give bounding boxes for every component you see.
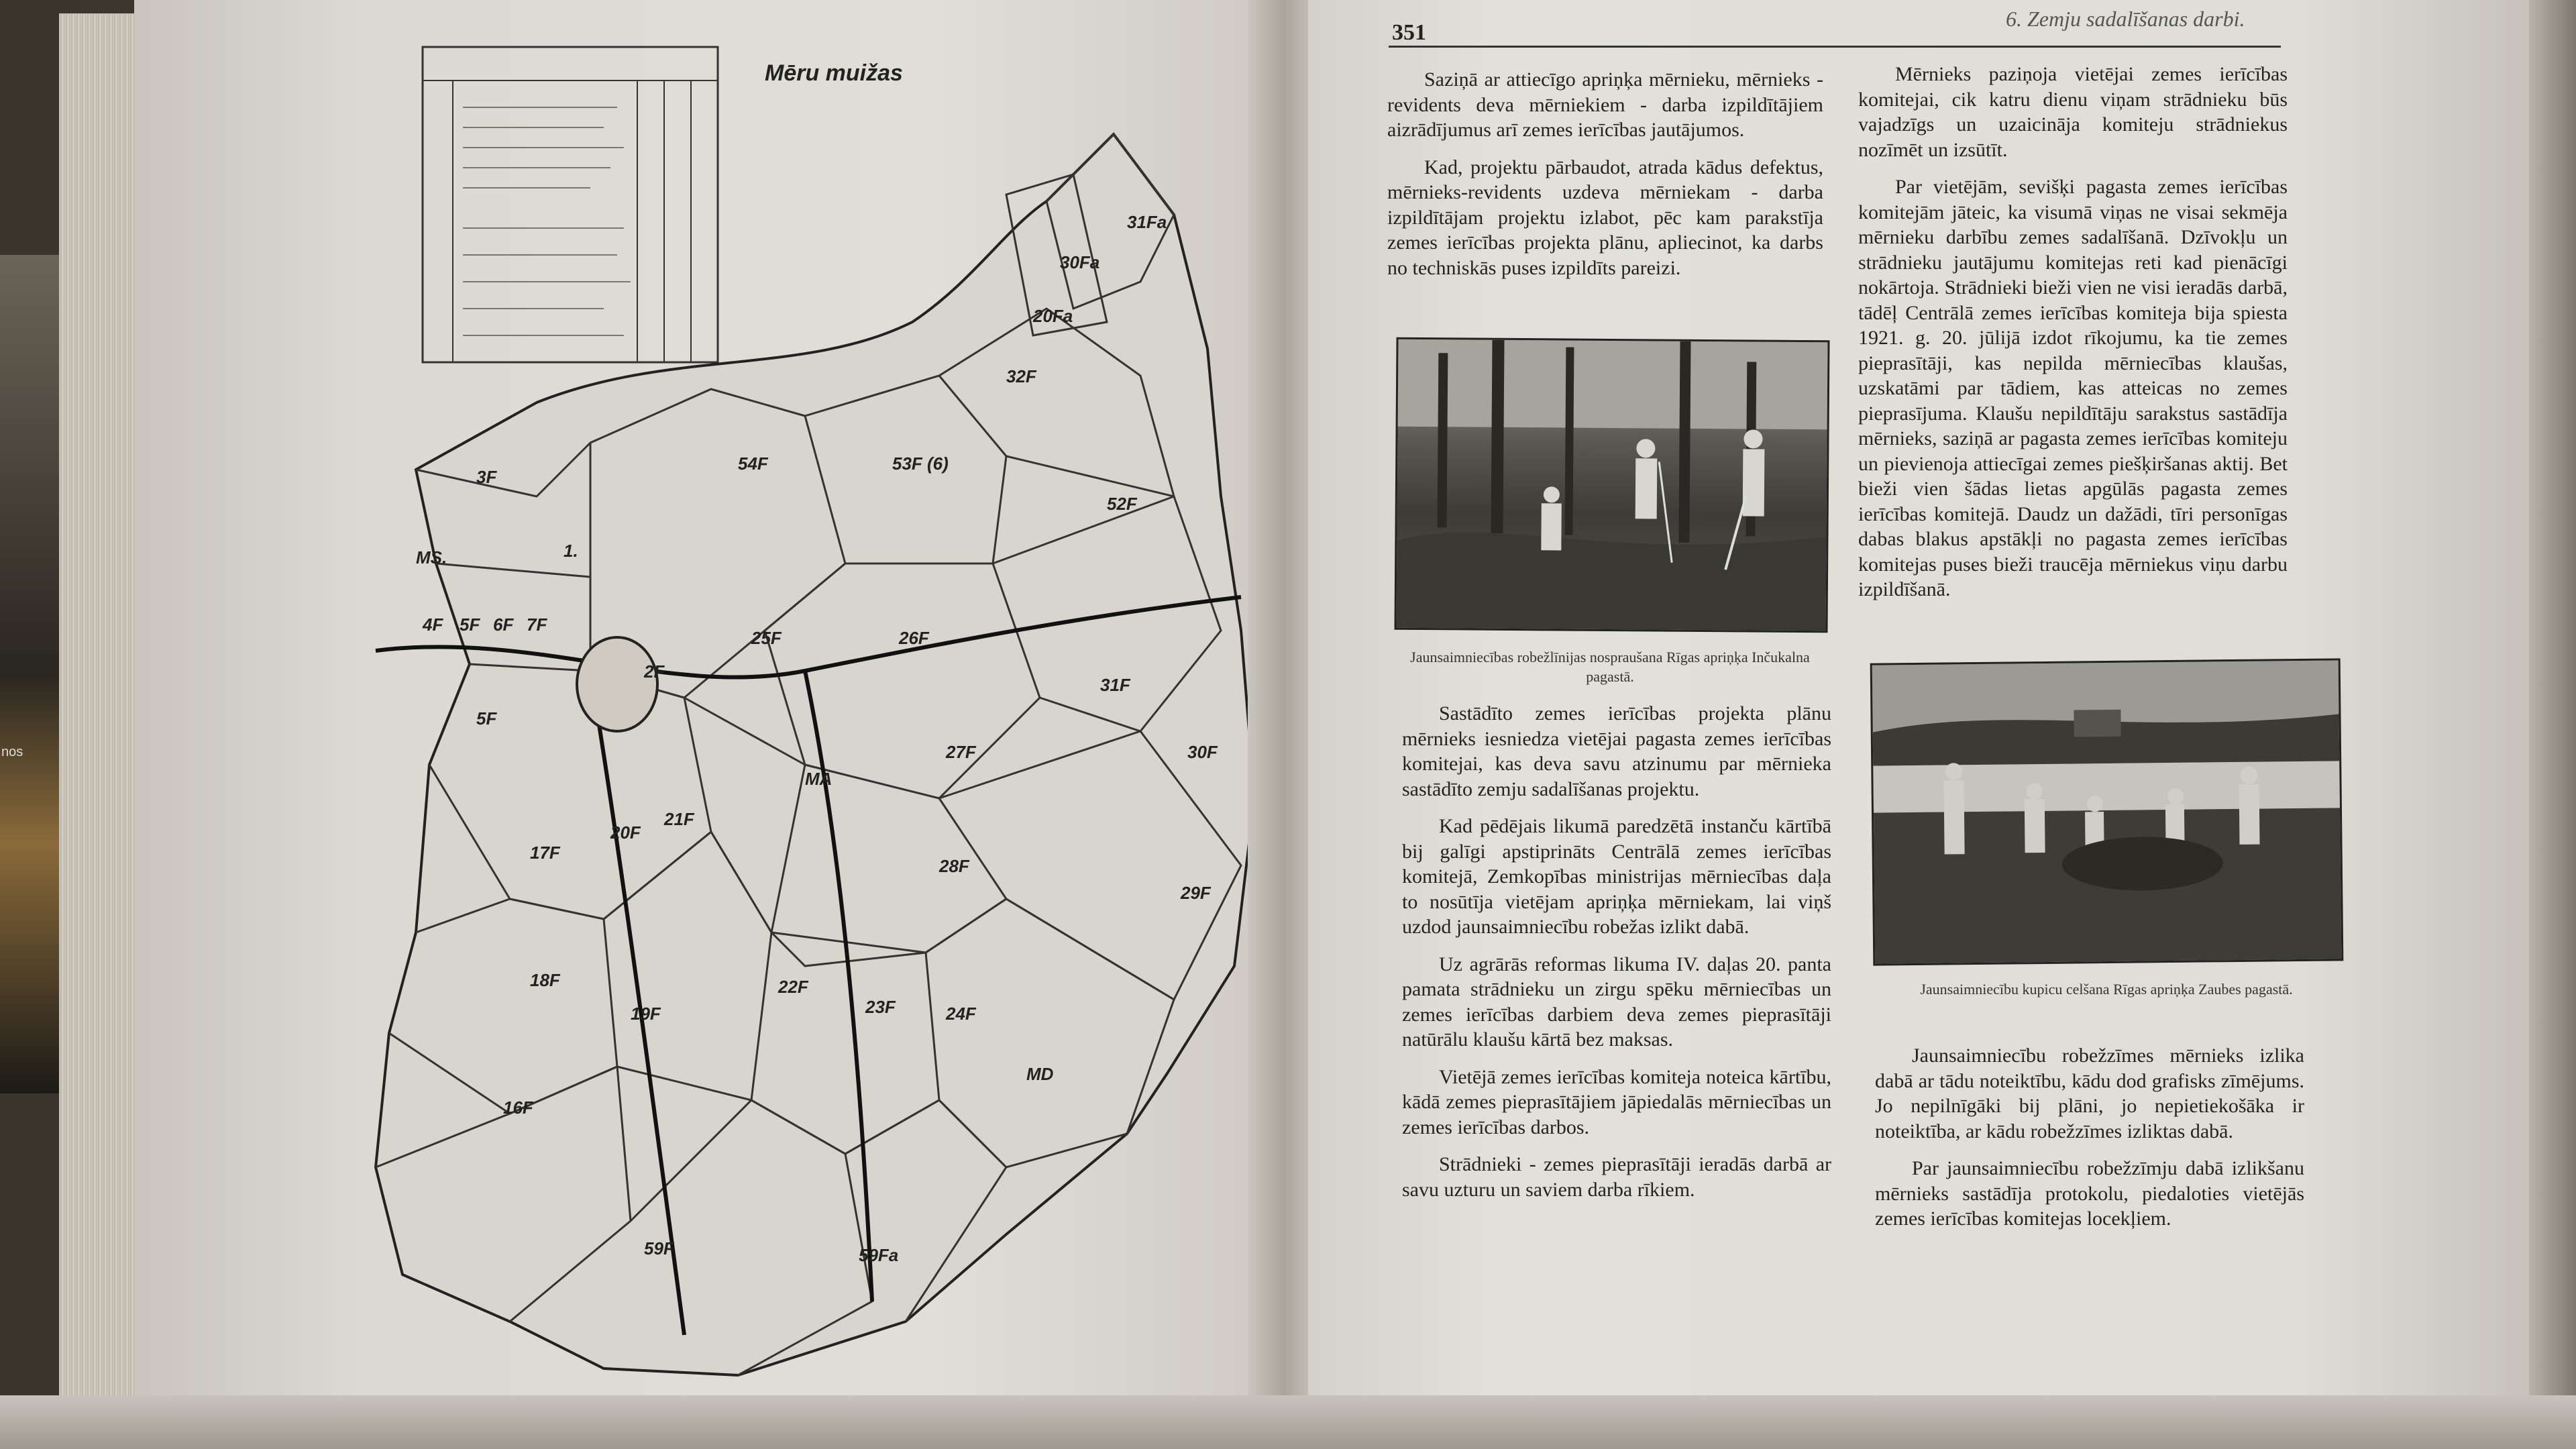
plot-label: 30F xyxy=(1187,742,1218,762)
plot-label: 4F xyxy=(423,614,443,635)
plot-label: 18F xyxy=(530,970,560,990)
plot-label: 59F xyxy=(644,1238,674,1258)
plot-label: 1. xyxy=(564,541,578,561)
paragraph: Uz agrārās reformas likuma IV. daļas 20. panta pamata strādnieku un zirgu spēku mērniecības un zemes ierīcības darbiem deva zemes pieprasītāji natūrālu klaušu kārtā bez maksas. xyxy=(1402,953,1831,1051)
plot-label: 7F xyxy=(527,614,547,635)
book-edge xyxy=(2529,0,2576,1449)
plot-label: 21F xyxy=(664,809,694,829)
photo-caption: Jaunsaimniecības robežlīnijas nospraušana Rīgas apriņķa Inčukalna pagastā. xyxy=(1410,649,1810,685)
table-surface xyxy=(0,1395,2576,1449)
map-svg xyxy=(335,27,1275,1395)
plot-label: MA xyxy=(805,769,833,789)
plot-label: 26F xyxy=(899,628,929,648)
plot-label: 59Fa xyxy=(859,1245,899,1265)
plot-label: 28F xyxy=(939,856,969,876)
plot-label: 19F xyxy=(631,1004,661,1024)
plot-label: 23F xyxy=(865,997,896,1017)
plot-label: 53F (6) xyxy=(892,453,949,474)
text-column-right-bottom xyxy=(1875,1043,2304,1244)
plot-label: 17F xyxy=(530,843,560,863)
page-number: 351 xyxy=(1392,20,1426,45)
header-rule xyxy=(1389,46,2281,48)
running-head: 6. Zemju sadalīšanas darbi. xyxy=(2006,7,2245,31)
plot-label: MS. xyxy=(416,547,447,568)
plot-label: MD xyxy=(1026,1064,1054,1084)
plot-label: 16F xyxy=(503,1097,533,1118)
paragraph: Saziņā ar attiecīgo apriņķa mērnieku, mērnieks - revidents deva mērniekiem - darba izpildītājiem aizrādījumus arī zemes ierīcības jautājumos. xyxy=(1387,68,1823,141)
photo-surveyors-field xyxy=(1394,337,1829,633)
plot-label: 24F xyxy=(946,1004,976,1024)
plot-label: 2F xyxy=(644,661,665,682)
plot-label: 3F xyxy=(476,467,497,487)
plot-label: 54F xyxy=(738,453,768,474)
text-column-right-top xyxy=(1858,62,2288,614)
lake xyxy=(577,637,657,731)
plot-label: 52F xyxy=(1107,494,1137,514)
plot-label: 20Fa xyxy=(1033,306,1073,326)
paragraph: Sastādīto zemes ierīcības projekta plānu mērnieks iesniedza vietējai pagasta zemes ierīcības komitejai, kas deva savu atzinumu par mērnieka sastādīto zemju sadalīšanas projektu. xyxy=(1402,702,1831,800)
map-title: Mēru muižas xyxy=(765,60,903,86)
paragraph: Par vietējām, sevišķi pagasta zemes ierīcības komitejām jāteic, ka visumā viņas ne visai sekmēja mērnieku darbību zemes sadalīšanā. Dzīvokļu un strādnieku jautājumu komitejas reti kad pienācīgi nokārtoja. Strādnieki bieži vien ne visi ieradās darbā, tādēļ Centrālā zemes ierīcības komiteja bija spiesta 1921. g. 20. jūlijā izdot rīkojumu, ka tie zemes pieprasītāji, kas nepilda mērniecības klaušas, uzskatāmi par tādiem, kas atteicas no zemes pieprasījuma. Klaušu nepildītāju sarakstus sastādīja mērnieks, saziņā ar pagasta zemes ierīcības komiteju un pievienoja attiecīgai zemes piešķiršanas aktij. Bet bieži vien šādas lietas apgūlās pagasta zemes ierīcības komitejā. Daudz un dažādi, tīri personīgas dabas blakus apstākļi no pagasta zemes ierīcības komitejas puses bieži traucēja mērniekus viņu darbu izpildīšanā. xyxy=(1858,176,2288,600)
text-column-left-bottom xyxy=(1402,701,1831,1214)
text-column-left-top xyxy=(1387,67,1823,292)
left-book-object xyxy=(0,255,64,1093)
plot-label: 20F xyxy=(610,822,641,843)
paragraph: Mērnieks paziņoja vietējai zemes ierīcības komitejai, cik katru dienu viņam strādnieku būs vajadzīgs un uzaicināja komiteju strādniekus nozīmēt un izsūtīt. xyxy=(1858,63,2288,161)
paragraph: Kad, projektu pārbaudot, atrada kādus defektus, mērnieks-revidents uzdeva mērniekam - darba izpildītājam projektu izlabot, pēc kam parakstīja zemes ierīcības projekta plānu, apliecinot, ka darbs no techniskās puses izpildīts pareizi. xyxy=(1387,156,1823,279)
paragraph: Jaunsaimniecību robežzīmes mērnieks izlika dabā ar tādu noteiktību, kādu dod grafisks zīmējums. Jo nepilnīgāki bij plāni, jo nepietiekošāka ir noteiktība, ar kādu robežzīmes izliktas dabā. xyxy=(1875,1044,2304,1142)
paragraph: Kad pēdējais likumā paredzētā instanču kārtībā bij galīgi apstiprināts Centrālā zemes ierīcības komitejā, Zemkopības ministrijas mērniecības daļa to nosūtīja vietējam apriņķa mērniekam, lai viņš uzdod jaunsaimniecību robežas izlikt dabā. xyxy=(1402,815,1831,938)
plot-label: 31F xyxy=(1100,675,1130,695)
plot-label: 31Fa xyxy=(1127,212,1167,232)
plot-label: 30Fa xyxy=(1060,252,1100,272)
photo-caption: Jaunsaimniecību kupicu celšana Rīgas apriņķa Zaubes pagastā. xyxy=(1920,981,2293,998)
plot-label: 32F xyxy=(1006,366,1036,386)
plot-label: 27F xyxy=(946,742,976,762)
map-outline xyxy=(376,134,1254,1375)
plot-label: 5F xyxy=(460,614,480,635)
plot-label: 25F xyxy=(751,628,782,648)
plot-label: 6F xyxy=(493,614,514,635)
left-edge-text: nos xyxy=(1,745,23,759)
paragraph: Strādnieki - zemes pieprasītāji ieradās darbā ar savu uzturu un saviem darba rīkiem. xyxy=(1402,1153,1831,1201)
legend-table xyxy=(423,47,718,362)
plot-label: 5F xyxy=(476,708,497,729)
paragraph: Par jaunsaimniecību robežzīmju dabā izlikšanu mērnieks sastādīja protokolu, piedaloties vietējās zemes ierīcības komitejas locekļiem. xyxy=(1875,1157,2304,1230)
photo-mound-building xyxy=(1870,658,2344,965)
paragraph: Vietējā zemes ierīcības komiteja noteica kārtību, kādā zemes pieprasītājiem jāpiedalās mērniecības un zemes ierīcības darbos. xyxy=(1402,1065,1831,1138)
plot-label: 29F xyxy=(1181,883,1211,903)
plot-label: 22F xyxy=(778,977,808,997)
cadastral-map xyxy=(335,27,1275,1395)
